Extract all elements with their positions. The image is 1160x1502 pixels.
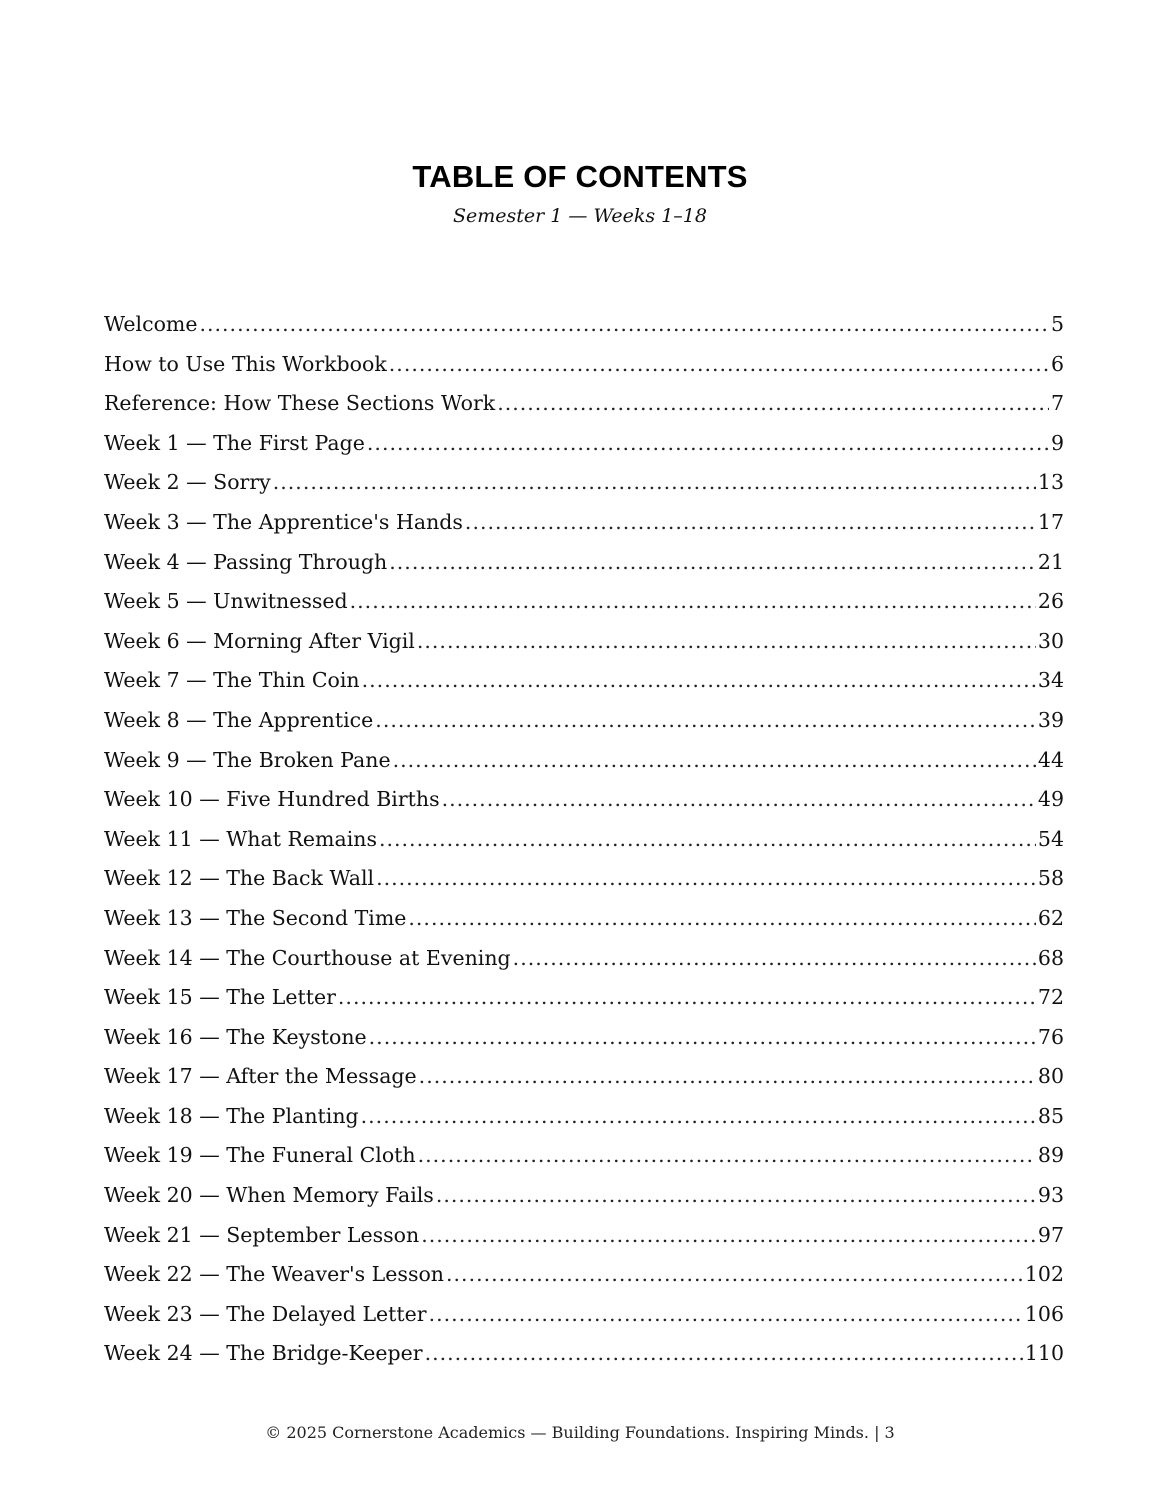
table-of-contents (104, 305, 1064, 1374)
toc-page-number: 30 (1037, 628, 1064, 653)
toc-page-number: 76 (1037, 1024, 1064, 1049)
toc-entry[interactable] (104, 1255, 1064, 1295)
toc-entry[interactable] (104, 1097, 1064, 1137)
toc-entry[interactable] (104, 1136, 1064, 1176)
toc-dot-leader (338, 978, 1036, 1018)
toc-dot-leader (389, 345, 1049, 385)
toc-dot-leader (361, 1097, 1036, 1137)
toc-entry[interactable] (104, 1216, 1064, 1256)
toc-entry-title: Week 3 — The Apprentice's Hands (104, 509, 463, 534)
toc-page-number: 58 (1037, 866, 1064, 891)
toc-dot-leader (375, 701, 1036, 741)
toc-entry-title: How to Use This Workbook (104, 351, 387, 376)
toc-page-number: 5 (1050, 312, 1064, 336)
toc-entry[interactable] (104, 622, 1064, 662)
toc-dot-leader (497, 384, 1049, 424)
toc-page-number: 106 (1024, 1301, 1064, 1326)
toc-page-number: 54 (1037, 826, 1064, 851)
toc-entry[interactable] (104, 1334, 1064, 1374)
toc-page-number: 68 (1037, 945, 1064, 970)
toc-entry-title: Week 24 — The Bridge-Keeper (104, 1341, 423, 1366)
toc-entry[interactable] (104, 384, 1064, 424)
toc-dot-leader (418, 1136, 1036, 1176)
toc-page-number: 9 (1050, 430, 1064, 455)
toc-dot-leader (436, 1176, 1036, 1216)
toc-dot-leader (513, 939, 1036, 979)
toc-entry-title: Week 12 — The Back Wall (104, 866, 375, 891)
toc-page-number: 97 (1037, 1222, 1064, 1247)
page-subtitle: Semester 1 — Weeks 1–18 (453, 205, 707, 227)
toc-page-number: 34 (1037, 668, 1064, 693)
toc-entry[interactable] (104, 543, 1064, 583)
toc-entry-title: Week 22 — The Weaver's Lesson (104, 1262, 445, 1287)
toc-dot-leader (417, 622, 1036, 662)
toc-entry[interactable] (104, 661, 1064, 701)
toc-entry-title: Week 16 — The Keystone (104, 1024, 367, 1049)
toc-entry[interactable] (104, 820, 1064, 860)
toc-entry-title: Week 7 — The Thin Coin (104, 668, 360, 693)
toc-entry-title: Week 13 — The Second Time (104, 905, 407, 930)
toc-dot-leader (442, 780, 1036, 820)
toc-page-number: 6 (1050, 351, 1064, 376)
toc-entry[interactable] (104, 305, 1064, 345)
toc-page-number: 89 (1037, 1143, 1064, 1168)
toc-dot-leader (408, 899, 1036, 939)
toc-entry-title: Week 9 — The Broken Pane (104, 747, 391, 772)
toc-entry-title: Week 19 — The Funeral Cloth (104, 1143, 416, 1168)
toc-entry[interactable] (104, 1057, 1064, 1097)
toc-entry-title: Week 5 — Unwitnessed (104, 589, 348, 614)
toc-page-number: 26 (1037, 589, 1064, 614)
page-footer: © 2025 Cornerstone Academics — Building Foundations. Inspiring Minds. | 3 (265, 1423, 895, 1442)
toc-entry[interactable] (104, 463, 1064, 503)
toc-entry-title: Week 10 — Five Hundred Births (104, 787, 440, 812)
toc-page-number: 102 (1024, 1262, 1064, 1287)
toc-dot-leader (362, 661, 1036, 701)
toc-dot-leader (429, 1295, 1023, 1335)
toc-entry-title: Week 21 — September Lesson (104, 1222, 420, 1247)
page-title: TABLE OF CONTENTS (412, 158, 748, 194)
toc-entry-title: Week 8 — The Apprentice (104, 707, 374, 732)
toc-entry[interactable] (104, 899, 1064, 939)
toc-page-number: 39 (1037, 707, 1064, 732)
toc-page-number: 13 (1037, 470, 1064, 495)
toc-page-number: 93 (1037, 1183, 1064, 1208)
toc-page-number: 62 (1037, 905, 1064, 930)
toc-entry[interactable] (104, 741, 1064, 781)
toc-page-number: 17 (1037, 509, 1064, 534)
toc-entry-title: Week 14 — The Courthouse at Evening (104, 945, 511, 970)
toc-entry[interactable] (104, 345, 1064, 385)
toc-entry-title: Week 17 — After the Message (104, 1064, 417, 1089)
toc-entry-title: Week 15 — The Letter (104, 985, 336, 1010)
toc-entry[interactable] (104, 1295, 1064, 1335)
toc-entry[interactable] (104, 1018, 1064, 1058)
toc-dot-leader (376, 859, 1036, 899)
toc-page-number: 80 (1037, 1064, 1064, 1089)
toc-dot-leader (350, 582, 1036, 622)
toc-page-number: 44 (1037, 747, 1064, 772)
toc-dot-leader (425, 1334, 1023, 1374)
toc-entry[interactable] (104, 701, 1064, 741)
toc-page-number: 7 (1050, 391, 1064, 416)
toc-entry-title: Week 23 — The Delayed Letter (104, 1301, 427, 1326)
toc-dot-leader (421, 1216, 1036, 1256)
toc-dot-leader (379, 820, 1036, 860)
toc-dot-leader (367, 424, 1049, 464)
toc-entry[interactable] (104, 424, 1064, 464)
toc-dot-leader (419, 1057, 1036, 1097)
toc-entry-title: Week 20 — When Memory Fails (104, 1183, 434, 1208)
toc-dot-leader (446, 1255, 1023, 1295)
toc-entry[interactable] (104, 503, 1064, 543)
toc-entry[interactable] (104, 859, 1064, 899)
toc-entry-title: Reference: How These Sections Work (104, 391, 496, 416)
toc-entry-title: Welcome (104, 312, 198, 336)
toc-entry[interactable] (104, 582, 1064, 622)
toc-entry-title: Week 4 — Passing Through (104, 549, 388, 574)
toc-dot-leader (369, 1018, 1036, 1058)
toc-dot-leader (199, 305, 1048, 345)
toc-entry-title: Week 6 — Morning After Vigil (104, 628, 415, 653)
toc-page-number: 85 (1037, 1103, 1064, 1128)
toc-entry[interactable] (104, 1176, 1064, 1216)
toc-dot-leader (393, 741, 1036, 781)
toc-page-number: 72 (1037, 985, 1064, 1010)
toc-page-number: 110 (1024, 1341, 1064, 1366)
toc-page-number: 49 (1037, 787, 1064, 812)
toc-entry-title: Week 1 — The First Page (104, 430, 365, 455)
toc-dot-leader (273, 463, 1036, 503)
toc-entry[interactable] (104, 978, 1064, 1018)
toc-dot-leader (465, 503, 1036, 543)
toc-entry[interactable] (104, 939, 1064, 979)
toc-page-number: 21 (1037, 549, 1064, 574)
toc-entry-title: Week 2 — Sorry (104, 470, 271, 495)
toc-entry[interactable] (104, 780, 1064, 820)
toc-entry-title: Week 11 — What Remains (104, 826, 377, 851)
toc-entry-title: Week 18 — The Planting (104, 1103, 359, 1128)
toc-dot-leader (389, 543, 1036, 583)
